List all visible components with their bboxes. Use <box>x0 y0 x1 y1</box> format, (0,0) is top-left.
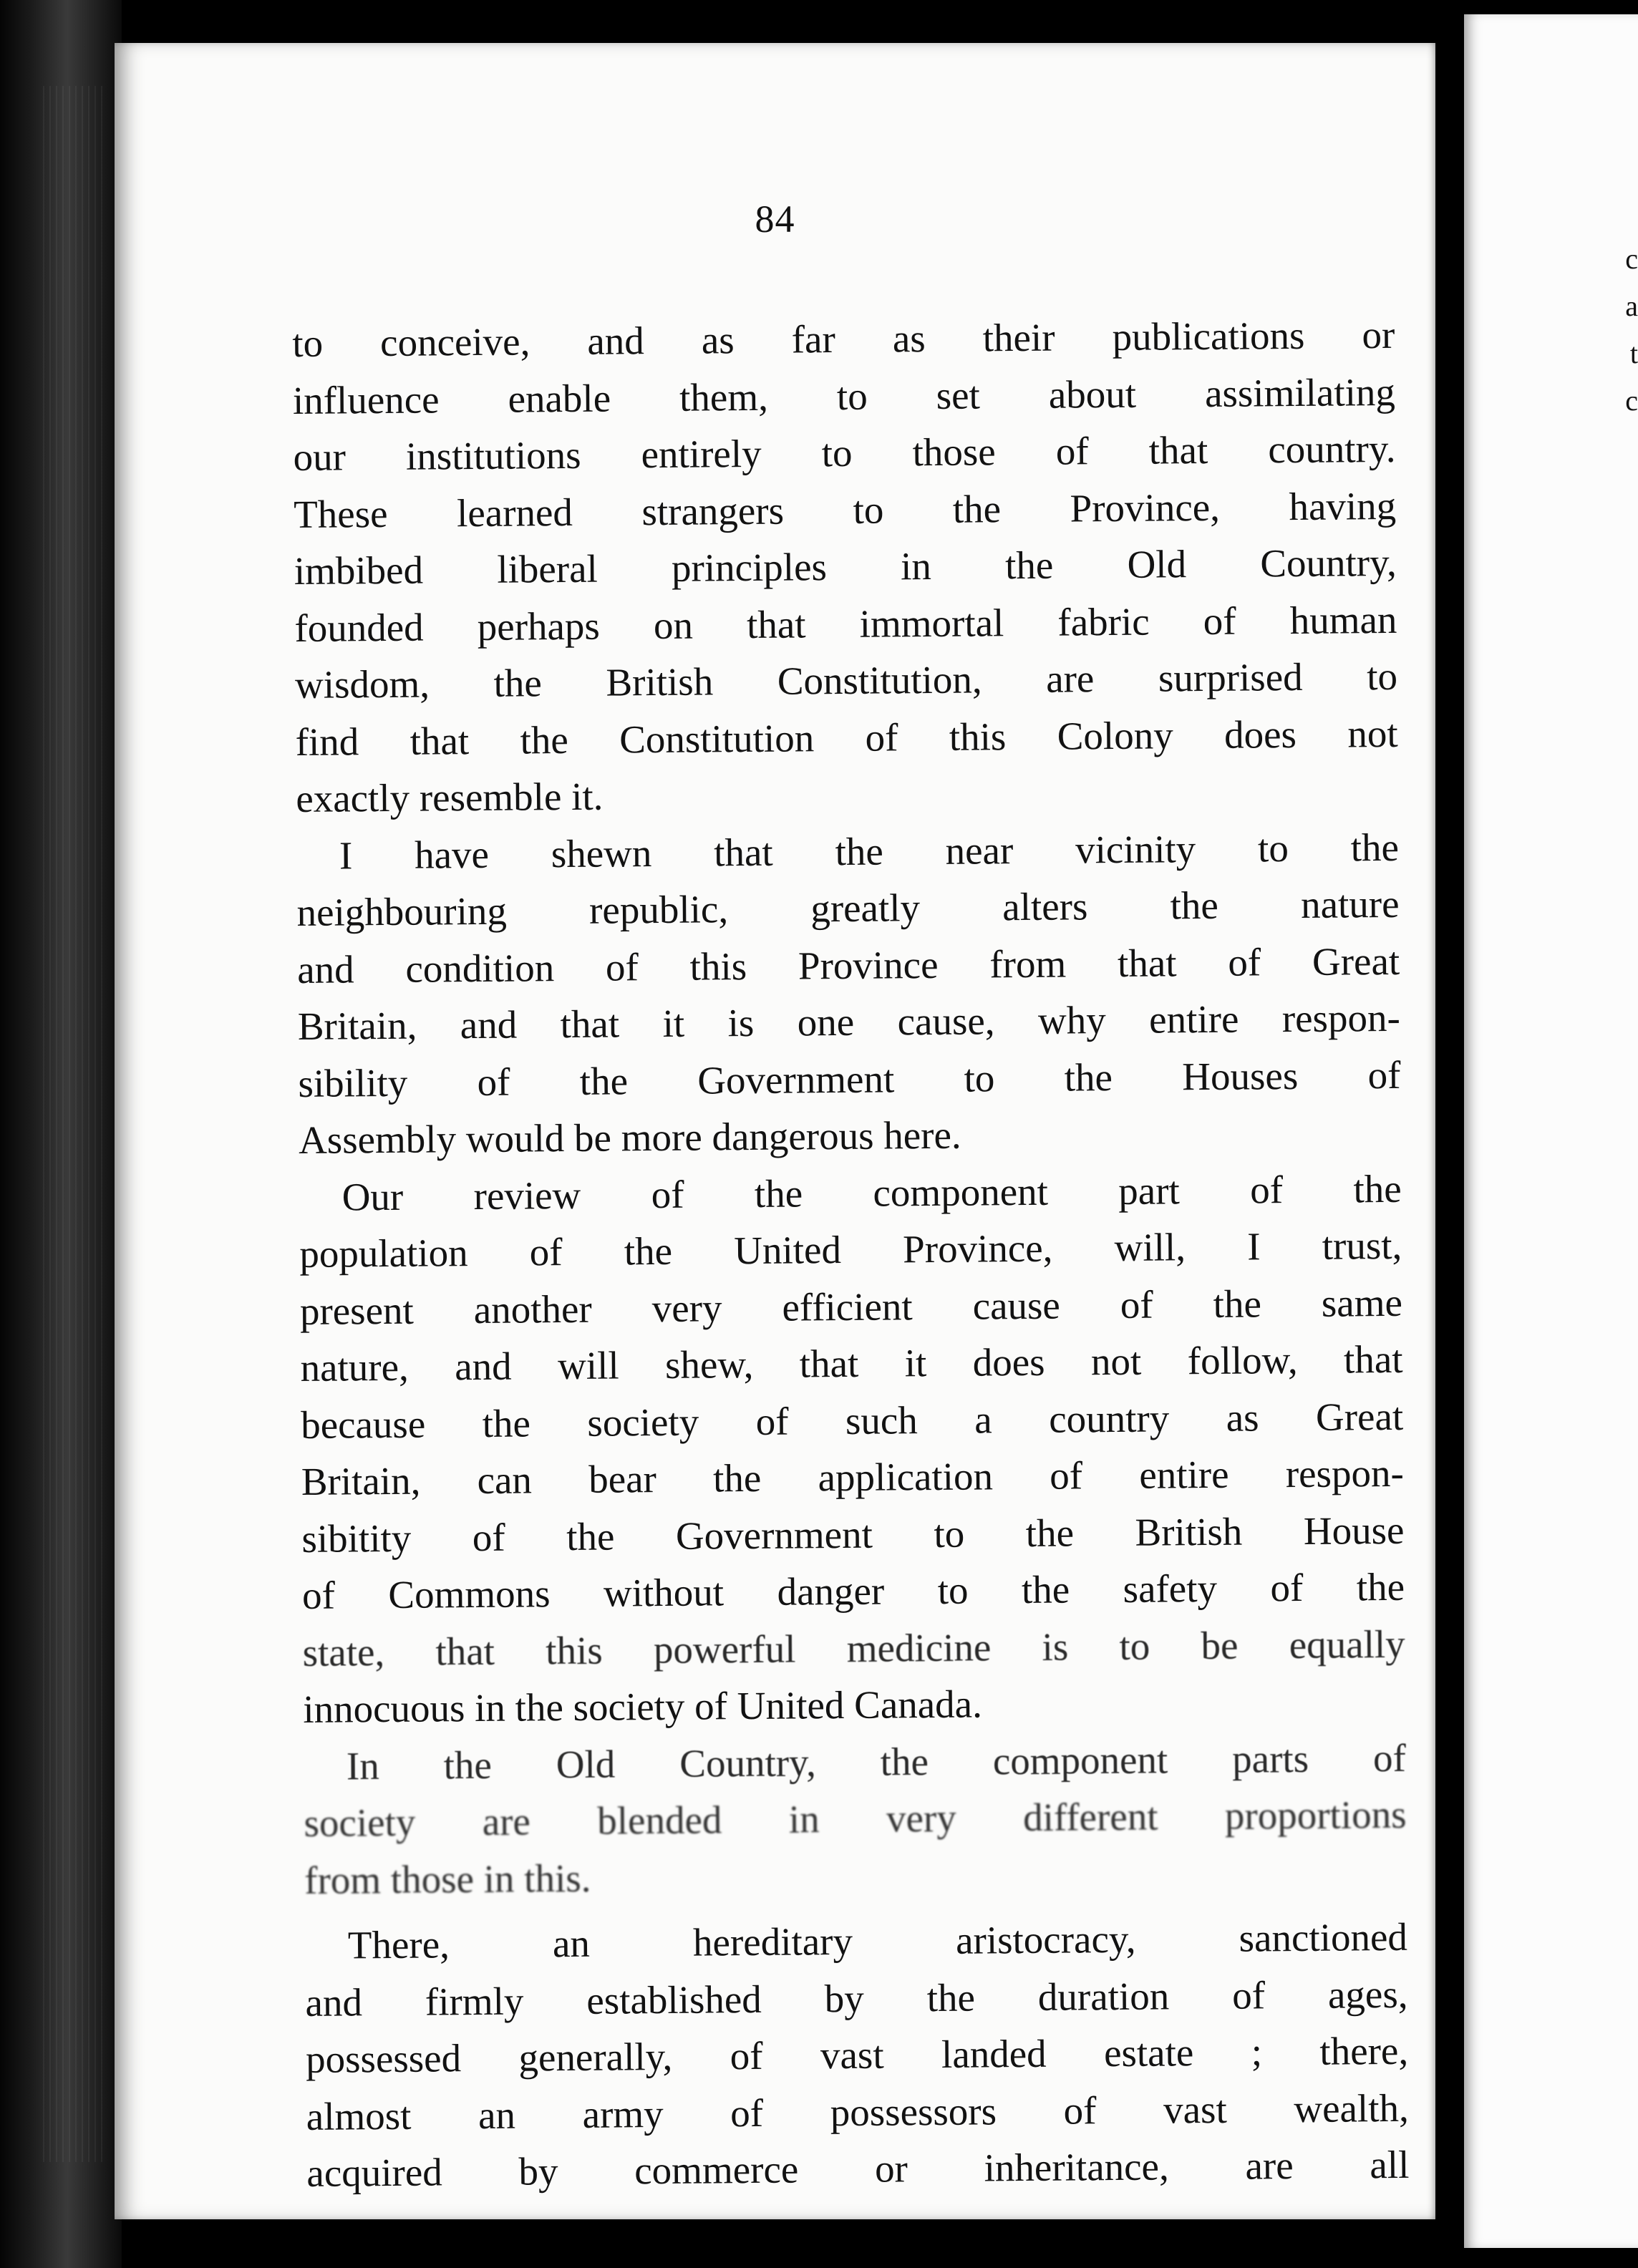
page-gutter <box>1435 29 1464 2268</box>
text-line: and firmly established by the duration of ages, <box>305 1972 1408 2025</box>
text-line: imbibed liberal principles in the Old Country, <box>294 540 1397 593</box>
page-number: 84 <box>755 198 795 241</box>
paragraph-4 <box>304 1729 1407 1909</box>
text-line: founded perhaps on that immortal fabric of human <box>294 597 1397 650</box>
text-line: our institutions entirely to those of that country. <box>293 426 1396 479</box>
text-line: present another very efficient cause of the same <box>299 1280 1403 1333</box>
text-line: possessed generally, of vast landed estate ; there, <box>305 2028 1409 2081</box>
text-line: Britain, can bear the application of entire respon- <box>301 1450 1404 1503</box>
text-line: influence enable them, to set about assimilating <box>292 369 1396 422</box>
text-line: society are blended in very different proportions <box>304 1792 1407 1845</box>
facing-mark: t <box>1629 337 1638 369</box>
paragraph-3 <box>299 1160 1405 1738</box>
text-line: sibitity of the Government to the British House <box>301 1508 1405 1561</box>
text-line: and condition of this Province from that of Great <box>296 939 1400 992</box>
text-line: from those in this. <box>304 1856 591 1902</box>
text-line: Our review of the component part of the <box>341 1166 1402 1218</box>
spine-texture <box>43 86 107 2162</box>
text-line: population of the United Province, will, I trust, <box>299 1223 1402 1276</box>
text-line: to conceive, and as far as their publications or <box>292 312 1395 365</box>
text-line: neighbouring republic, greatly alters the nature <box>296 881 1400 934</box>
facing-page-letters <box>1624 243 1638 432</box>
text-line: nature, and will shew, that it does not follow, that <box>300 1337 1403 1390</box>
text-line: acquired by commerce or inheritance, are all <box>306 2142 1410 2195</box>
book-spine <box>0 0 122 2268</box>
text-line: because the society of such a country as Great <box>300 1394 1404 1447</box>
text-line: innocuous in the society of United Canada. <box>303 1682 983 1731</box>
text-line: exactly resemble it. <box>296 774 604 820</box>
paragraph-2 <box>296 818 1402 1168</box>
facing-mark: c <box>1625 384 1638 417</box>
text-line: There, an hereditary aristocracy, sanctioned <box>347 1914 1408 1967</box>
text-line: In the Old Country, the component parts of <box>346 1735 1407 1788</box>
text-line: find that the Constitution of this Colony does not <box>295 711 1398 764</box>
text-line: wisdom, the British Constitution, are surprised to <box>294 654 1398 707</box>
paragraph-5 <box>305 1909 1410 2202</box>
text-line: Britain, and that it is one cause, why entire respon- <box>297 995 1400 1048</box>
text-line: Assembly would be more dangerous here. <box>298 1113 961 1162</box>
text-line: almost an army of possessors of vast wealth, <box>306 2085 1409 2138</box>
facing-mark: a <box>1625 290 1638 322</box>
facing-page-edge <box>1464 14 1638 2248</box>
text-line: state, that this powerful medicine is to be equally <box>302 1622 1405 1675</box>
facing-mark: c <box>1625 243 1638 275</box>
book-page <box>115 43 1435 2219</box>
text-line: I have shewn that the near vicinity to the <box>339 825 1400 878</box>
paragraph-1 <box>292 306 1399 828</box>
text-line: sibility of the Government to the Houses of <box>298 1052 1401 1105</box>
text-line: of Commons without danger to the safety of the <box>301 1564 1405 1617</box>
body-text <box>292 306 1410 2202</box>
text-line: These learned strangers to the Province, having <box>293 483 1397 536</box>
